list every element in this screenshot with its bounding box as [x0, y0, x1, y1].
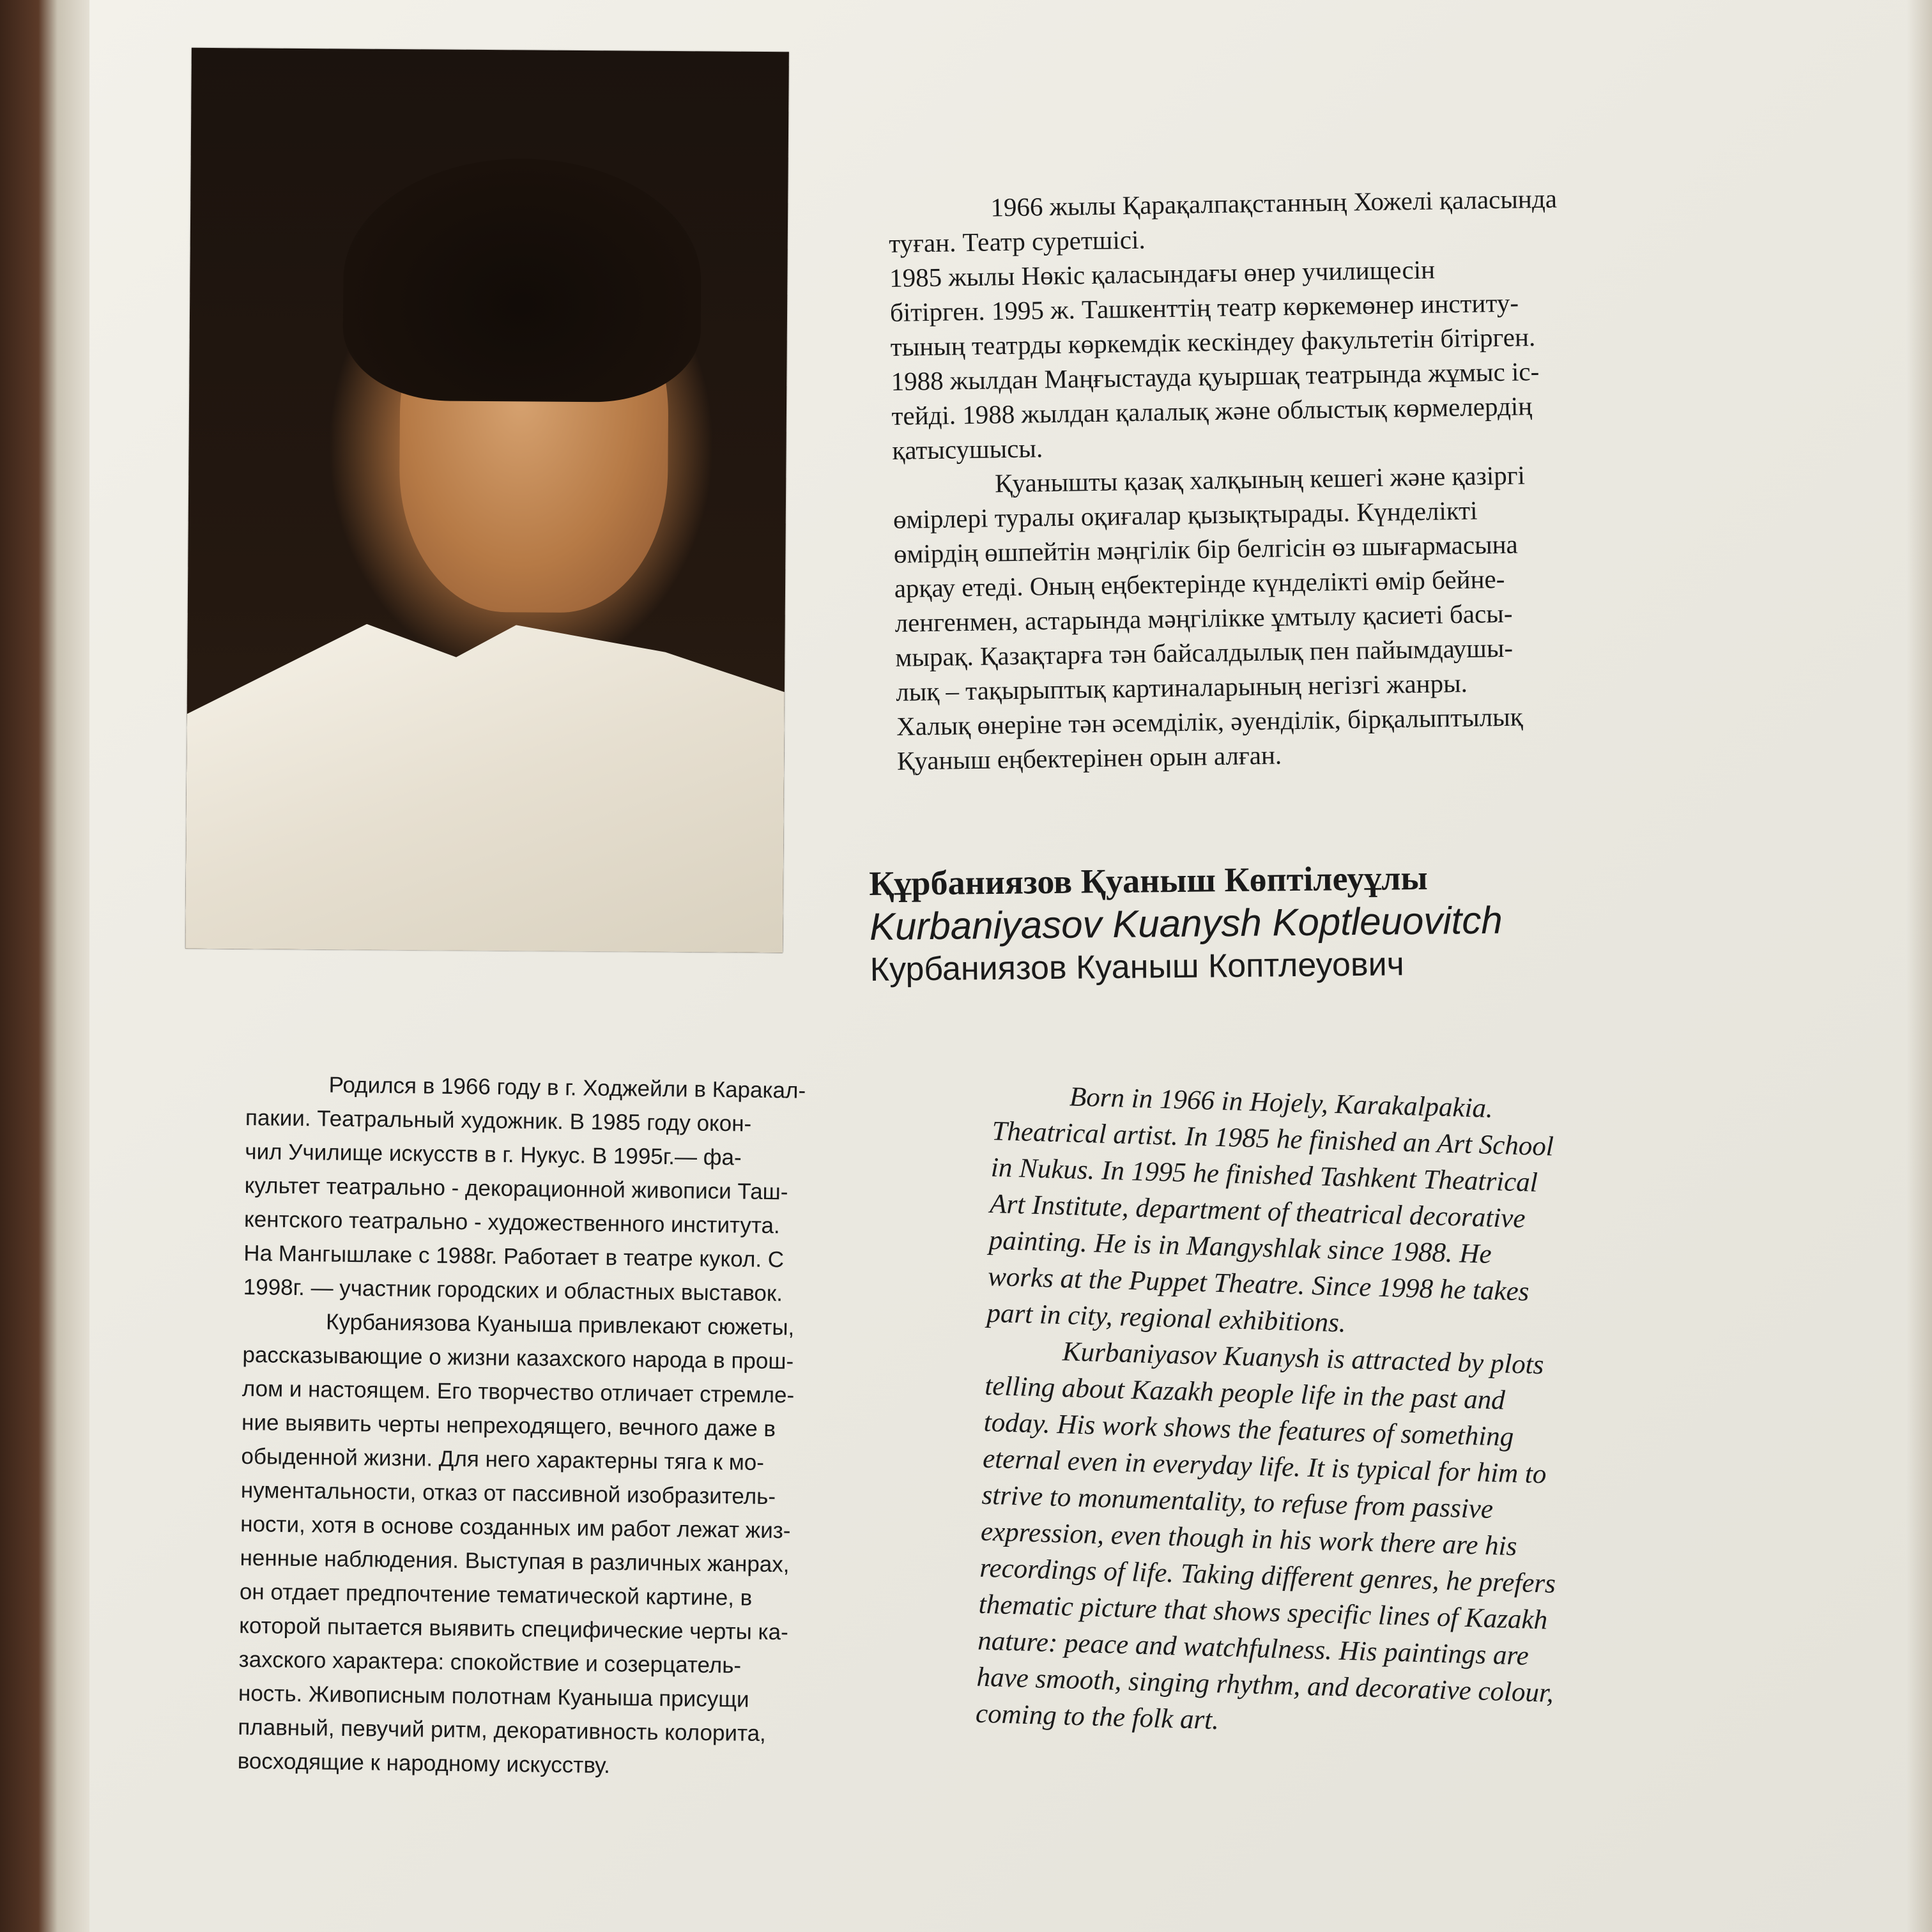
text-line: Kurbaniyasov Kuanysh is attracted by plots	[1062, 1337, 1545, 1381]
text-line: have smooth, singing rhythm, and decorative colour,	[976, 1662, 1554, 1708]
text-line: Халық өнеріне тән әсемділік, әуенділік, бірқалыптылық	[896, 702, 1523, 741]
text-line: культет театрально - декорационной живописи Таш-	[244, 1172, 788, 1205]
text-line: expression, even though in his work there are his	[980, 1516, 1517, 1562]
artist-portrait-photo	[185, 48, 789, 953]
text-line: 1988 жылдан Маңғыстауда қуыршақ театрында жұмыс іс-	[891, 356, 1540, 396]
artist-name-kazakh: Құрбаниязов Қуаныш Көптілеуұлы	[869, 858, 1428, 903]
russian-biography	[237, 1067, 962, 1787]
text-line: ненные наблюдения. Выступая в различных жанрах,	[240, 1545, 790, 1577]
text-line: тының театрды көркемдік кескіндеу факультетін бітірген.	[890, 322, 1536, 362]
text-line: бітірген. 1995 ж. Ташкенттің театр көркемөнер институ-	[889, 288, 1519, 327]
text-line: eternal even in everyday life. It is typical for him to	[982, 1443, 1547, 1490]
text-line: мырақ. Қазақтарға тән байсалдылық пен пайымдаушы-	[895, 632, 1514, 672]
text-line: нументальности, отказ от пассивной изобразитель-	[240, 1477, 776, 1510]
text-line: лық – тақырыптық картиналарының негізгі жанры.	[895, 668, 1468, 707]
text-line: обыденной жизни. Для него характерны тяга к мо-	[241, 1443, 765, 1475]
text-line: thematic picture that shows specific lines of Kazakh	[978, 1589, 1548, 1636]
kazakh-paragraph-1-cont	[889, 247, 1742, 468]
text-line: works at the Puppet Theatre. Since 1998 he takes	[987, 1261, 1530, 1307]
text-line: туған. Театр суретшісі.	[888, 224, 1146, 258]
russian-paragraph-1-cont	[243, 1101, 961, 1313]
artist-name-english: Kurbaniyasov Kuanysh Koptleuovitch	[869, 898, 1503, 948]
portrait-shirt	[185, 623, 785, 953]
russian-paragraph-2-cont	[237, 1338, 958, 1787]
text-line: Родился в 1966 году в г. Ходжейли в Каракал-	[328, 1072, 806, 1103]
english-paragraph-1-cont	[986, 1113, 1727, 1352]
kazakh-paragraph-1	[888, 178, 1739, 261]
page-gutter-shadow	[1906, 0, 1932, 1932]
kazakh-paragraph-2-cont	[893, 489, 1747, 778]
text-line: которой пытается выявить специфические черты ка-	[239, 1613, 788, 1645]
text-line: восходящие к народному искусству.	[237, 1748, 611, 1779]
kazakh-biography	[888, 178, 1747, 778]
artist-name-russian: Курбаниязов Куаныш Коптлеуович	[870, 946, 1404, 988]
text-line: лом и настоящем. Его творчество отличает стремле-	[241, 1376, 795, 1408]
text-line: recordings of life. Taking different genres, he prefers	[979, 1552, 1556, 1599]
text-line: чил Училище искусств в г. Нукус. В 1995г.— фа-	[245, 1138, 742, 1170]
text-line: кентского театрально - художественного института.	[243, 1206, 781, 1239]
text-line: today. His work shows the features of something	[983, 1407, 1514, 1452]
text-line: coming to the folk art.	[975, 1698, 1220, 1736]
text-line: 1966 жылы Қарақалпақстанның Хожелі қаласында	[990, 183, 1558, 222]
text-line: арқау етеді. Оның еңбектерінде күнделікті өмір бейне-	[894, 564, 1505, 603]
text-line: part in city, regional exhibitions.	[986, 1298, 1347, 1338]
text-line: он отдает предпочтение тематической картине, в	[239, 1579, 753, 1611]
text-line: Theatrical artist. In 1985 he finished an Art School	[991, 1116, 1554, 1162]
text-line: ленгенмен, астарында мәңгілікке ұмтылу қасиеті басы-	[894, 598, 1513, 638]
text-line: painting. He is in Mangyshlak since 1988. He	[988, 1225, 1492, 1269]
text-line: telling about Kazakh people life in the past and	[984, 1370, 1506, 1416]
text-line: На Мангышлаке с 1988г. Работает в театре кукол. С	[243, 1240, 785, 1273]
text-line: 1998г. — участник городских и областных выставок.	[243, 1274, 783, 1307]
text-line: in Nukus. In 1995 he finished Tashkent Theatrical	[990, 1152, 1538, 1198]
text-line: пакии. Театральный художник. В 1985 году окон-	[245, 1105, 752, 1137]
text-line: Born in 1966 in Hojely, Karakalpakia.	[1069, 1082, 1494, 1124]
book-spine-edge	[0, 0, 96, 1932]
text-line: strive to monumentality, to refuse from passive	[981, 1480, 1494, 1525]
text-line: Қуаныш еңбектерінен орын алған.	[896, 740, 1282, 776]
portrait-hair	[342, 157, 702, 402]
text-line: рассказывающие о жизни казахского народа в прош-	[242, 1342, 794, 1374]
text-line: ние выявить черты непреходящего, вечного даже в	[241, 1409, 776, 1442]
text-line: ности, хотя в основе созданных им работ лежат жиз-	[240, 1511, 791, 1544]
text-line: өмірлері туралы оқиғалар қызықтырады. Күнделікті	[893, 495, 1478, 534]
text-line: 1985 жылы Нөкіс қаласындағы өнер училищесін	[889, 254, 1436, 293]
text-line: плавный, певучий ритм, декоративность колорита,	[238, 1714, 767, 1747]
text-line: Art Institute, department of theatrical decorative	[989, 1188, 1526, 1234]
text-line: Курбаниязова Куаныша привлекают сюжеты,	[325, 1309, 795, 1340]
english-biography	[975, 1077, 1728, 1752]
text-line: ность. Живописным полотнам Куаныша присущи	[238, 1680, 749, 1712]
artist-name-block	[869, 854, 1701, 990]
text-line: Қуанышты қазақ халқының кешегі және қазіргі	[994, 460, 1526, 498]
english-paragraph-2-cont	[975, 1368, 1719, 1752]
text-line: өмірдің өшпейтін мәңгілік бір белгісін өз шығармасына	[893, 529, 1519, 569]
text-line: nature: peace and watchfulness. His paintings are	[977, 1625, 1529, 1671]
text-line: захского характера: спокойствие и созерцатель-	[238, 1646, 742, 1678]
text-line: тейді. 1988 жылдан қалалық және облыстық көрмелердің	[891, 391, 1533, 431]
text-line: қатысушысы.	[892, 433, 1043, 465]
